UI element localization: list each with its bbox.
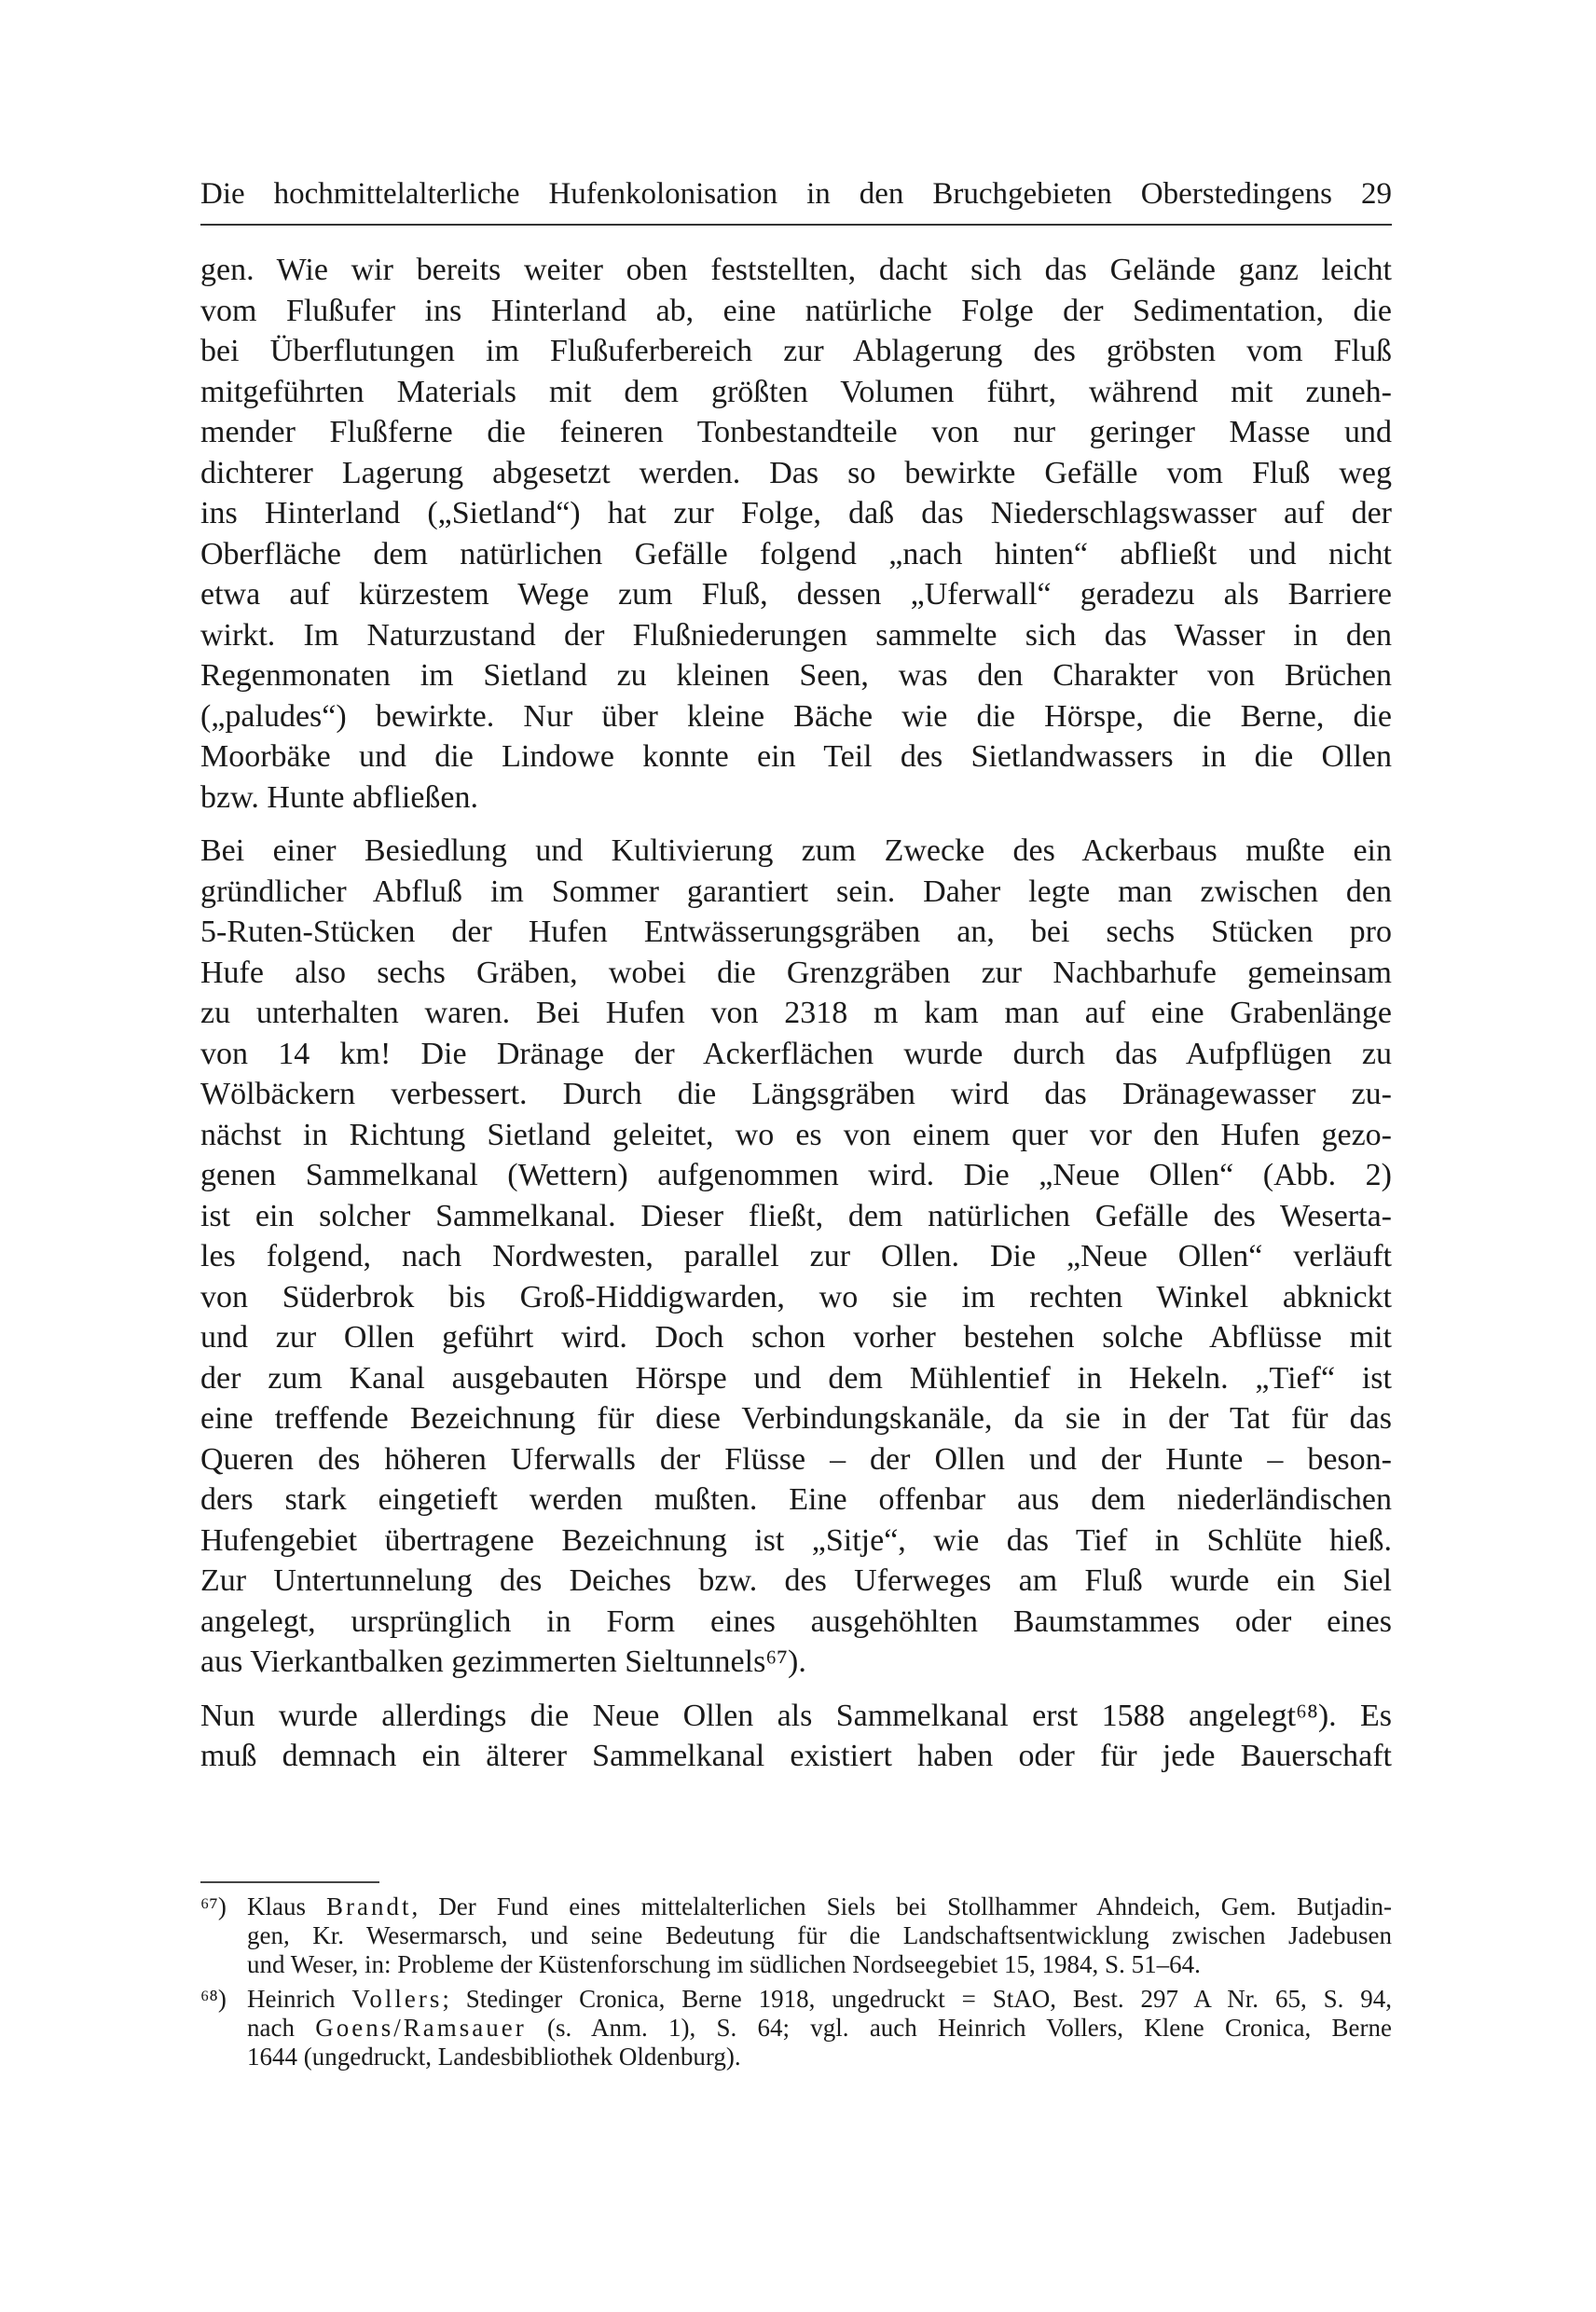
footnote-67 [200,1892,1392,1979]
text-line: Regenmonaten im Sietland zu kleinen Seen, was den Charakter von Brüchen [200,658,1392,693]
paragraph-1 [200,250,1392,818]
text-line: von Süderbrok bis Groß-Hiddigwarden, wo sie im rechten Winkel abknickt [200,1279,1392,1314]
text-line: 5-Ruten-Stücken der Hufen Entwässerungsgräben an, bei sechs Stücken pro [200,915,1392,949]
text-line: Moorbäke und die Lindowe konnte ein Teil des Sietlandwassers in die Ollen [200,739,1392,774]
footnote-line: und Weser, in: Probleme der Küstenforschung im südlichen Nordseegebiet 15, 1984, S. 51–64. [247,1950,1201,1978]
text-line: gen. Wie wir bereits weiter oben feststellten, dacht sich das Gelände ganz leicht [200,253,1392,287]
text-line: genen Sammelkanal (Wettern) aufgenommen wird. Die „Neue Ollen“ (Abb. 2) [200,1158,1392,1192]
paragraph-2 [200,831,1392,1683]
footnote-marker: ⁶⁷) [200,1892,227,1920]
paragraph-3 [200,1696,1392,1777]
footnote-rule [200,1881,379,1883]
author-name: Goens/Ramsauer [315,2014,527,2042]
text-line: angelegt, ursprünglich in Form eines ausgehöhlten Baumstammes oder eines [200,1603,1392,1639]
paragraph-spacer [200,1683,1392,1696]
footnote-text: Heinrich [247,1985,352,2013]
footnote-line [247,2014,1392,2043]
text-line: Bei einer Besiedlung und Kultivierung zum Zwecke des Ackerbaus mußte ein [200,833,1392,868]
text-line: und zur Ollen geführt wird. Doch schon vorher bestehen solche Abflüsse mit [200,1320,1392,1355]
text-line: muß demnach ein älterer Sammelkanal existiert haben oder für jede Bauerschaft [200,1739,1392,1773]
text-line: gründlicher Abfluß im Sommer garantiert sein. Daher legte man zwischen den [200,874,1392,909]
text-line: Nun wurde allerdings die Neue Ollen als Sammelkanal erst 1588 angelegt⁶⁸). Es [200,1698,1392,1733]
text-line: Hufengebiet übertragene Bezeichnung ist „Sitje“, wie das Tief in Schlüte hieß. [200,1522,1392,1558]
text-line: bzw. Hunte abfließen. [200,779,479,815]
text-line: etwa auf kürzestem Wege zum Fluß, dessen „Uferwall“ geradezu als Barriere [200,577,1392,612]
text-line: Zur Untertunnelung des Deiches bzw. des Uferweges am Fluß wurde ein Siel [200,1563,1392,1598]
footnote-line [247,1892,1392,1921]
footnote-line: 1644 (ungedruckt, Landesbibliothek Oldenburg). [247,2043,741,2071]
footnote-text: ; Stedinger Cronica, Berne 1918, ungedruckt = StAO, Best. 297 A Nr. 65, S. 94, [442,1985,1392,2013]
author-name: Vollers [351,1985,443,2013]
author-name: Brandt [325,1892,412,1920]
footnote-line: gen, Kr. Wesermarsch, und seine Bedeutung für die Landschaftsentwicklung zwischen Jadebusen [247,1921,1392,1949]
text-line: les folgend, nach Nordwesten, parallel zur Ollen. Die „Neue Ollen“ verläuft [200,1239,1392,1273]
text-line: von 14 km! Die Dränage der Ackerflächen wurde durch das Aufpflügen zu [200,1036,1392,1071]
text-line: nächst in Richtung Sietland geleitet, wo es von einem quer vor den Hufen gezo- [200,1117,1392,1152]
text-line: der zum Kanal ausgebauten Hörspe und dem Mühlentief in Hekeln. „Tief“ ist [200,1360,1392,1396]
text-line: mender Flußferne die feineren Tonbestandteile von nur geringer Masse und [200,415,1392,449]
running-head: Die hochmittelalterliche Hufenkolonisation in den Bruchgebieten Oberstedingens 29 [200,177,1392,211]
text-line: bei Überflutungen im Flußuferbereich zur Ablagerung des gröbsten vom Fluß [200,334,1392,368]
text-line: mitgeführten Materials mit dem größten Volumen führt, während mit zuneh- [200,374,1392,409]
footnote-line [247,1985,1392,2014]
text-line: zu unterhalten waren. Bei Hufen von 2318 m kam man auf eine Grabenlänge [200,996,1392,1030]
footnote-text: nach [247,2014,316,2042]
text-line: dichterer Lagerung abgesetzt werden. Das so bewirkte Gefälle vom Fluß weg [200,455,1392,490]
footnotes [200,1892,1392,2077]
text-line: Wölbäckern verbessert. Durch die Längsgräben wird das Dränagewasser zu- [200,1077,1392,1111]
text-line: ist ein solcher Sammelkanal. Dieser fließt, dem natürlichen Gefälle des Weserta- [200,1198,1392,1233]
text-line: ders stark eingetieft werden mußten. Eine offenbar aus dem niederländischen [200,1482,1392,1517]
footnote-68 [200,1985,1392,2071]
text-line: vom Flußufer ins Hinterland ab, eine natürliche Folge der Sedimentation, die [200,293,1392,328]
text-line: Hufe also sechs Gräben, wobei die Grenzgräben zur Nachbarhufe gemeinsam [200,955,1392,990]
text-line: ins Hinterland („Sietland“) hat zur Folge, daß das Niederschlagswasser auf der [200,496,1392,530]
text-line: („paludes“) bewirkte. Nur über kleine Bäche wie die Hörspe, die Berne, die [200,698,1392,734]
text-line: Queren des höheren Uferwalls der Flüsse – der Ollen und der Hunte – beson- [200,1441,1392,1477]
text-line: aus Vierkantbalken gezimmerten Sieltunnels⁶⁷). [200,1645,806,1679]
footnote-text: , Der Fund eines mittelalterlichen Siels bei Stollhammer Ahndeich, Gem. Butjadin- [411,1892,1392,1920]
paragraph-spacer [200,818,1392,831]
text-line: eine treffende Bezeichnung für diese Verbindungskanäle, da sie in der Tat für das [200,1401,1392,1436]
text-line: wirkt. Im Naturzustand der Flußniederungen sammelte sich das Wasser in den [200,617,1392,653]
footnote-text: (s. Anm. 1), S. 64; vgl. auch Heinrich Vollers, Klene Cronica, Berne [526,2014,1392,2042]
body-text [200,250,1392,1777]
footnote-marker: ⁶⁸) [200,1985,227,2013]
text-line: Oberfläche dem natürlichen Gefälle folgend „nach hinten“ abfließt und nicht [200,536,1392,571]
footnote-text: Klaus [247,1892,326,1920]
header-rule [200,224,1392,226]
